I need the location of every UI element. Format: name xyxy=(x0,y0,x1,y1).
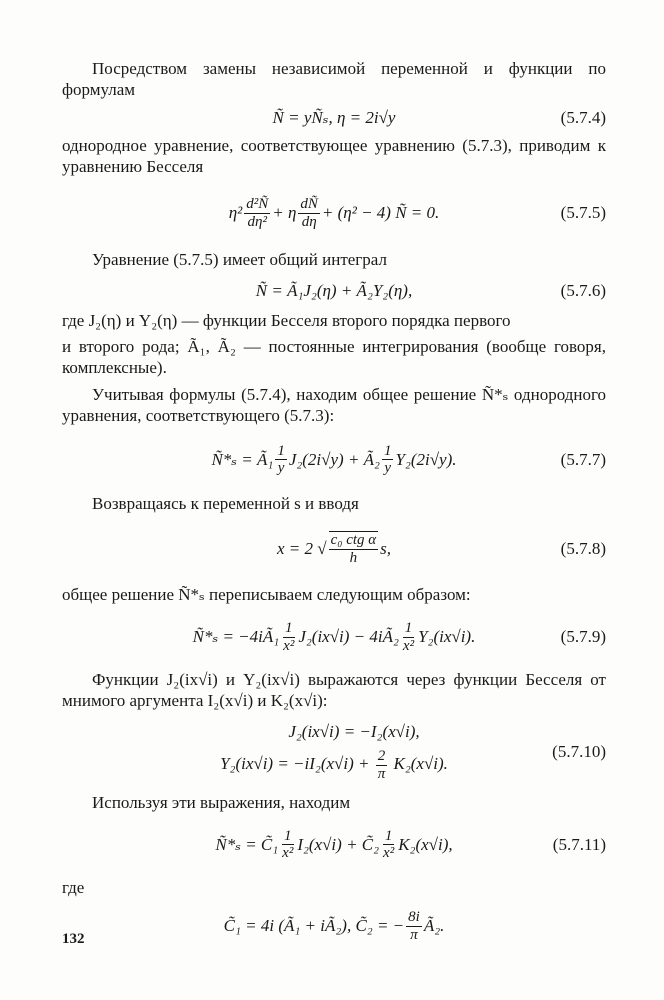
eq-line-2 xyxy=(220,748,448,782)
numerator: d²Ñ xyxy=(246,196,269,212)
eq-number: (5.7.8) xyxy=(560,539,606,559)
eq-part: C̃₁ = 4i (Ã₁ + iÃ₂), C̃₂ = − xyxy=(223,916,405,936)
paragraph-6: Возвращаясь к переменной s и вводя xyxy=(92,493,359,513)
eq-part: η² xyxy=(228,203,243,223)
eq-part: Ñ*ₛ = Ã₁ xyxy=(211,449,274,469)
equation-5-7-10 xyxy=(62,712,606,792)
numerator: 1 xyxy=(285,620,293,636)
eq-body: Ñ = Ã₁J₂(η) + Ã₂Y₂(η), xyxy=(255,280,413,300)
eq-number: (5.7.5) xyxy=(560,203,606,223)
numerator: 2 xyxy=(377,748,386,765)
eq-line-1: J₂(ix√i) = −I₂(x√i), xyxy=(288,721,420,741)
eq-part: Y₂(2i√y). xyxy=(395,449,457,469)
numerator: 1 xyxy=(404,620,413,636)
eq-part: Ñ*ₛ = C̃₁ xyxy=(215,835,279,855)
numerator: 1 xyxy=(383,442,392,459)
paragraph-5: Учитывая формулы (5.7.4), находим общее решение Ñ*ₛ однородного уравнения, соответствующего (5.7.3): xyxy=(62,385,606,426)
denominator: x² xyxy=(282,845,294,862)
denominator: x² xyxy=(402,637,415,654)
numerator: 1 xyxy=(384,827,393,844)
denominator: dη² xyxy=(247,213,267,230)
equation-5-7-4 xyxy=(62,101,606,135)
denominator: π xyxy=(410,926,418,943)
equation-5-7-6 xyxy=(62,270,606,310)
numerator: dÑ xyxy=(300,196,318,212)
numerator: c₀ ctg α xyxy=(330,532,377,549)
eq-part: Ã₂. xyxy=(423,916,445,936)
paragraph-3: Уравнение (5.7.5) имеет общий интеграл xyxy=(92,250,387,269)
paragraph-10: где xyxy=(62,877,85,897)
numerator: 1 xyxy=(284,827,292,844)
fraction xyxy=(382,443,394,477)
paragraph-4a: где J₂(η) и Y₂(η) — функции Бесселя второго порядка первого xyxy=(62,311,511,331)
fraction xyxy=(244,196,270,230)
eq-part: J₂(2i√y) + Ã₂ xyxy=(288,449,380,469)
denominator: y xyxy=(277,460,285,476)
fraction xyxy=(281,620,296,654)
eq-body: Ñ = yÑₛ, η = 2i√y xyxy=(272,107,396,127)
paragraph-7: общее решение Ñ*ₛ переписываем следующим образом: xyxy=(62,584,471,604)
fraction xyxy=(275,443,287,477)
denominator: x² xyxy=(383,845,395,862)
eq-part: + (η² − 4) Ñ = 0. xyxy=(321,203,440,223)
eq-number: (5.7.11) xyxy=(552,835,606,855)
equation-5-7-7 xyxy=(62,427,606,493)
eq-part: + η xyxy=(272,203,297,223)
fraction xyxy=(401,620,416,654)
paragraph-4b: и второго рода; Ã₁, Ã₂ — постоянные интегрирования (вообще говоря, комплексные). xyxy=(62,336,606,377)
eq-number: (5.7.4) xyxy=(560,107,606,127)
equation-5-7-9 xyxy=(62,605,606,669)
eq-part: s, xyxy=(380,539,392,559)
eq-number: (5.7.6) xyxy=(560,280,606,300)
eq-number: (5.7.10) xyxy=(552,741,606,761)
fraction xyxy=(406,909,422,943)
eq-part: Ñ*ₛ = −4iÃ₁ xyxy=(192,627,280,647)
fraction xyxy=(329,531,379,566)
eq-part: I₂(x√i) + C̃₂ xyxy=(297,835,380,855)
denominator: h xyxy=(349,549,358,566)
eq-part: x = 2 √ xyxy=(276,539,327,559)
denominator: π xyxy=(377,765,386,782)
equation-5-7-11 xyxy=(62,813,606,877)
paragraph-1: Посредством замены независимой переменной и функции по формулам xyxy=(62,59,606,100)
eq-part: Y₂(ix√i). xyxy=(418,627,476,647)
equation-5-7-8 xyxy=(62,514,606,584)
page-body xyxy=(62,58,606,954)
eq-part: K₂(x√i), xyxy=(398,835,453,855)
fraction xyxy=(381,828,396,862)
denominator: dη xyxy=(301,213,317,230)
eq-part: J₂(ix√i) − 4iÃ₂ xyxy=(298,627,399,647)
eq-number: (5.7.7) xyxy=(560,449,606,469)
equation-5-7-5 xyxy=(62,177,606,249)
fraction xyxy=(298,196,320,230)
fraction xyxy=(376,748,388,782)
numerator: 1 xyxy=(277,442,285,459)
eq-part: K₂(x√i). xyxy=(389,754,448,774)
numerator: 8i xyxy=(408,909,420,925)
fraction xyxy=(280,828,295,862)
eq-number: (5.7.9) xyxy=(560,627,606,647)
denominator: y xyxy=(384,460,392,476)
denominator: x² xyxy=(283,637,295,654)
equation-constants xyxy=(62,898,606,954)
eq-part: Y₂(ix√i) = −iI₂(x√i) + xyxy=(220,754,374,774)
paragraph-9: Используя эти выражения, находим xyxy=(92,792,351,812)
paragraph-2: однородное уравнение, соответствующее уравнению (5.7.3), приводим к уравнению Бесселя xyxy=(62,135,606,176)
page-number: 132 xyxy=(62,931,85,947)
paragraph-8: Функции J₂(ix√i) и Y₂(ix√i) выражаются через функции Бесселя от мнимого аргумента I₂(x√i) и K₂(x√i): xyxy=(62,670,606,711)
